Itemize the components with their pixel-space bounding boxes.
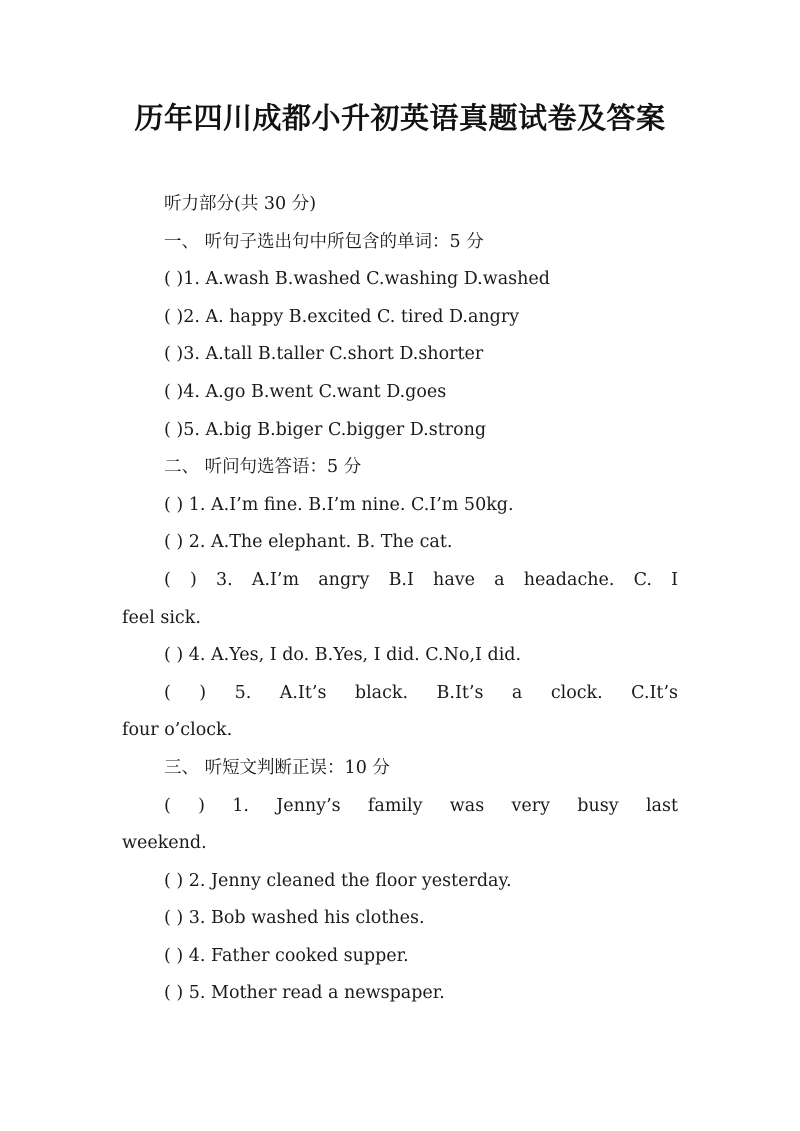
listening-header: 听力部分(共 30 分)	[164, 194, 317, 214]
section2-item-2: ( ) 2. A.The elephant. B. The cat.	[164, 532, 453, 553]
section3-item-3: ( ) 3. Bob washed his clothes.	[164, 908, 425, 929]
section3-item-2: ( ) 2. Jenny cleaned the floor yesterday.	[164, 870, 512, 891]
section2-heading: 二、 听问句选答语：5 分	[164, 457, 362, 478]
document-title: 历年四川成都小升初英语真题试卷及答案	[134, 101, 666, 135]
section3-item-4: ( ) 4. Father cooked supper.	[164, 945, 409, 966]
section2-item-5-line1: ( ) 5. A.It’s black. B.It’s a clock. C.It’s	[164, 682, 678, 703]
section1-item-3: ( )3. A.tall B.taller C.short D.shorter	[164, 344, 484, 365]
section1-item-4: ( )4. A.go B.went C.want D.goes	[164, 381, 447, 402]
section2-item-3-line1: ( ) 3. A.I’m angry B.I have a headache. C. I	[164, 569, 678, 590]
document-body	[122, 186, 678, 1013]
section2-item-1: ( ) 1. A.I’m fine. B.I’m nine. C.I’m 50kg.	[164, 494, 514, 515]
section2-item-5-line2: four o’clock.	[122, 720, 233, 741]
section1-item-1: ( )1. A.wash B.washed C.washing D.washed	[164, 269, 550, 290]
section1-item-5: ( )5. A.big B.biger C.bigger D.strong	[164, 419, 487, 440]
section1-heading: 一、 听句子选出句中所包含的单词：5 分	[164, 231, 484, 252]
section3-item-1-line2: weekend.	[122, 833, 207, 854]
section3-item-1-line1: ( ) 1. Jenny’s family was very busy last	[164, 795, 678, 816]
section3-item-5: ( ) 5. Mother read a newspaper.	[164, 983, 445, 1004]
section3-heading: 三、 听短文判断正误：10 分	[164, 757, 390, 778]
section2-item-3-line2: feel sick.	[122, 607, 201, 628]
section1-item-2: ( )2. A. happy B.excited C. tired D.angry	[164, 306, 520, 327]
section2-item-4: ( ) 4. A.Yes, I do. B.Yes, I did. C.No,I did.	[164, 645, 522, 666]
